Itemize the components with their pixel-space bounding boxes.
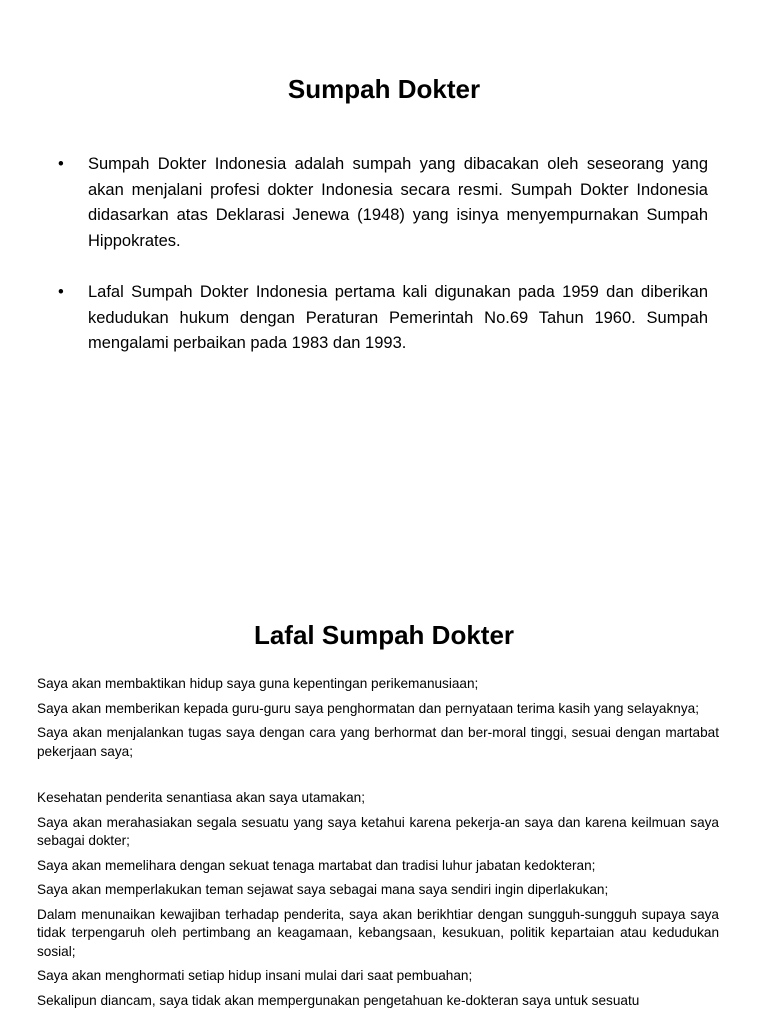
slide-title: Sumpah Dokter	[287, 74, 481, 104]
oath-line: Saya akan merahasiakan segala sesuatu yang saya ketahui karena pekerja-an saya dan karena keilmuan saya sebagai dokter;	[37, 814, 719, 848]
bullet-item	[58, 280, 708, 357]
oath-line: Saya akan memberikan kepada guru-guru saya penghormatan dan pernyataan terima kasih yang selayaknya;	[37, 700, 699, 716]
slide-title: Lafal Sumpah Dokter	[253, 620, 515, 650]
oath-text	[37, 675, 719, 1016]
oath-line: Saya akan menghormati setiap hidup insani mulai dari saat pembuahan;	[37, 968, 473, 983]
oath-line: Dalam menunaikan kewajiban terhadap penderita, saya akan berikhtiar dengan sungguh-sungguh supaya saya tidak terpengaruh oleh pertimbang an keagamaan, kebangsaan, kesukuan, politik kepartaian atau kedudukan sosial;	[37, 906, 719, 959]
slide-lafal-sumpah-dokter	[0, 590, 768, 1024]
oath-line: Sekalipun diancam, saya tidak akan mempergunakan pengetahuan ke-dokteran saya untuk sesuatu	[37, 992, 640, 1008]
oath-line: Saya akan menjalankan tugas saya dengan cara yang berhormat dan ber-moral tinggi, sesuai dengan martabat pekerjaan saya;	[37, 725, 719, 759]
bullet-item	[58, 152, 708, 254]
oath-line: Saya akan membaktikan hidup saya guna kepentingan perikemanusiaan;	[37, 676, 479, 691]
bullet-text: Sumpah Dokter Indonesia adalah sumpah yang dibacakan oleh seseorang yang akan menjalani profesi dokter Indonesia secara resmi. Sumpah Dokter Indonesia didasarkan atas Deklarasi Jenewa (1948) yang isinya menyempurnakan Sumpah Hippokrates.	[88, 155, 708, 250]
oath-line: Kesehatan penderita senantiasa akan saya utamakan;	[37, 790, 365, 805]
oath-line: Saya akan memperlakukan teman sejawat saya sebagai mana saya sendiri ingin diperlakukan;	[37, 882, 609, 897]
bullet-icon: •	[58, 283, 64, 301]
bullet-text: Lafal Sumpah Dokter Indonesia pertama kali digunakan pada 1959 dan diberikan kedudukan hukum dengan Peraturan Pemerintah No.69 Tahun 1960. Sumpah mengalami perbaikan pada 1983 dan 1993.	[88, 283, 708, 352]
oath-line: Saya akan memelihara dengan sekuat tenaga martabat dan tradisi luhur jabatan kedokteran;	[37, 857, 596, 873]
bullet-list	[58, 152, 708, 383]
bullet-icon: •	[58, 155, 64, 173]
